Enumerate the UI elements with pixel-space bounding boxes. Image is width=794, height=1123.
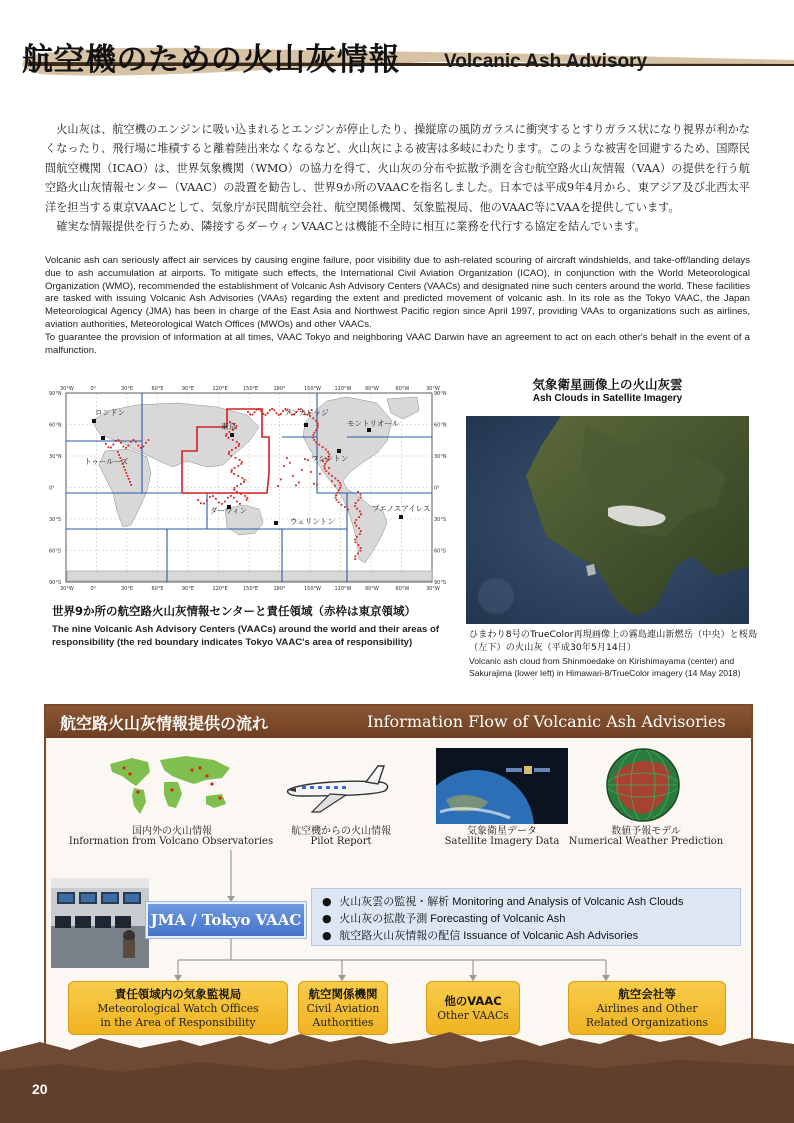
volcano-marker: [318, 444, 320, 446]
japanese-body-text: [45, 120, 750, 236]
volcano-marker: [118, 454, 120, 456]
page-header: [0, 0, 794, 90]
volcano-marker: [339, 487, 341, 489]
volcano-marker: [286, 457, 288, 459]
source-pilot-jp: 航空機からの火山情報: [291, 826, 391, 837]
volcano-marker: [317, 425, 319, 427]
volcano-marker: [280, 479, 282, 481]
source-nwp-jp: 数値予報モデル: [611, 826, 681, 837]
volcano-marker: [312, 437, 314, 439]
volcano-marker: [254, 411, 256, 413]
satellite-icon: [436, 748, 568, 824]
lon-tick-label: 30°W: [426, 386, 440, 392]
volcano-marker: [328, 467, 330, 469]
vaac-tasks-box: [311, 888, 741, 946]
volcano-marker: [228, 453, 230, 455]
volcano-marker: [200, 502, 202, 504]
volcano-marker: [234, 487, 236, 489]
lon-tick-label: 30°W: [60, 386, 74, 392]
volcano-marker: [360, 550, 362, 552]
satellite-caption-jp: ひまわり8号のTrueColor再現画像上の霧島連山新燃岳（中央）と桜島（左下）の火山灰（平成30年5月14日）: [469, 629, 758, 653]
label-darwin: ダーウィン: [210, 506, 248, 515]
airplane-icon: [282, 760, 394, 816]
volcano-marker: [235, 447, 237, 449]
volcano-marker: [335, 494, 337, 496]
volcano-marker: [233, 473, 235, 475]
lon-tick-label: 60°E: [151, 386, 164, 392]
volcano-marker: [292, 475, 294, 477]
en-paragraph-2: To guarantee the provision of information at all times, VAAC Tokyo and neighboring VAAC Darwin have an agreement to act on each other's behalf in the event of a malfunction.: [45, 331, 750, 356]
satellite-title-jp: 気象衛星画像上の火山灰雲: [532, 377, 683, 392]
volcano-marker: [310, 471, 312, 473]
flow-title-en: Information Flow of Volcanic Ash Advisories: [367, 712, 726, 731]
lat-tick-label: 30°S: [49, 517, 62, 523]
volcano-marker: [360, 530, 362, 532]
volcano-marker: [354, 558, 356, 560]
volcano-marker: [280, 413, 282, 415]
map-caption-en: The nine Volcanic Ash Advisory Centers (VAACs) around the world and their areas of responsibility (the red boundary indicates Tokyo VAAC's area of responsibility): [52, 624, 440, 648]
volcano-marker: [273, 409, 275, 411]
lat-tick-label: 0°: [434, 485, 440, 492]
volcano-marker: [145, 442, 147, 444]
volcano-marker: [354, 555, 356, 557]
volcano-marker: [244, 495, 246, 497]
volcano-marker: [359, 511, 361, 513]
volcano-marker: [347, 509, 349, 511]
lon-tick-label: 30°W: [60, 586, 74, 592]
volcano-marker: [143, 446, 145, 448]
en-paragraph-1: Volcanic ash can seriously affect air services by causing engine failure, poor visibility due to ash-related scouring of aircraft windshields, and take-off/landing delays due to ash accumulation at airports. To mitigate such effects, the International Civil Aviation Organization (ICAO), in conjunction with the World Meteorological Organization (WMO), recommended the establishment of Volcanic Ash Advisory Centers (VAACs) and designated nine such centers around the world. These facilities are tasked with issuing Volcanic Ash Advisories (VAAs) regarding the extent and predicted movement of volcanic ash. In its role as the Tokyo VAAC, the Japan Meteorological Agency (JMA) has been in charge of the East Asia and Northwest Pacific region since April 1997, providing VAAs to organizations such as airlines, aviation authorities, Meteorological Watch Offices (MWOs) and other VAACs.: [45, 255, 750, 330]
volcano-marker: [228, 437, 230, 439]
volcano-marker: [295, 484, 297, 486]
page-number: 20: [32, 1081, 48, 1097]
volcano-marker: [344, 506, 346, 508]
volcano-marker: [110, 447, 112, 449]
label-anchorage: アンカレッジ: [284, 408, 329, 417]
volcano-marker: [241, 477, 243, 479]
volcano-marker: [226, 433, 228, 435]
lat-tick-label: 30°N: [49, 454, 62, 460]
volcano-marker: [265, 414, 267, 416]
volcano-marker: [231, 469, 233, 471]
volcano-marker: [123, 446, 125, 448]
satellite-image: [466, 416, 749, 624]
volcano-marker: [125, 447, 127, 449]
volcano-marker: [334, 485, 336, 487]
volcano-marker: [234, 467, 236, 469]
volcano-marker: [115, 440, 117, 442]
volcano-marker: [239, 459, 241, 461]
volcano-marker: [239, 503, 241, 505]
volcano-marker: [246, 499, 248, 501]
volcano-marker: [357, 499, 359, 501]
volcano-marker: [123, 466, 125, 468]
volcano-marker: [230, 455, 232, 457]
lat-tick-label: 60°S: [434, 548, 447, 555]
volcano-marker: [130, 441, 132, 443]
label-london: ロンドン: [95, 408, 125, 417]
lon-tick-label: 60°E: [151, 586, 164, 592]
volcano-marker: [317, 422, 319, 424]
volcano-marker: [215, 498, 217, 500]
volcano-marker: [246, 497, 248, 499]
volcano-marker: [135, 441, 137, 443]
volcano-marker: [269, 409, 271, 411]
volcano-marker: [105, 443, 107, 445]
lon-tick-label: 30°W: [426, 586, 440, 592]
volcano-marker: [357, 553, 359, 555]
volcano-marker: [240, 483, 242, 485]
label-montreal: モントリオール: [347, 419, 400, 428]
lon-tick-label: 90°E: [182, 386, 195, 392]
volcano-marker: [197, 499, 199, 501]
volcano-marker: [251, 414, 253, 416]
volcano-marker: [319, 473, 321, 475]
lon-tick-label: 30°E: [121, 386, 134, 392]
satellite-title-en: Ash Clouds in Satellite Imagery: [532, 393, 683, 404]
volcano-marker: [258, 408, 260, 410]
dest-mwo: 責任領域内の気象監視局 Meteorological Watch Offices in the Area of Responsibility: [68, 981, 288, 1035]
information-flow-panel: [44, 704, 753, 1053]
volcano-marker: [236, 501, 238, 503]
volcano-marker: [238, 445, 240, 447]
map-caption-jp: 世界9か所の航空路火山灰情報センターと責任領域（赤枠は東京領域）: [52, 604, 417, 618]
lon-tick-label: 90°W: [365, 386, 379, 392]
volcano-marker: [328, 473, 330, 475]
volcano-marker: [354, 539, 356, 541]
globe-model-icon: [604, 746, 682, 824]
lon-tick-label: 180°: [273, 386, 286, 392]
volcano-marker: [231, 471, 233, 473]
volcano-marker: [315, 420, 317, 422]
lon-tick-label: 150°W: [304, 386, 321, 392]
volcano-marker: [338, 489, 340, 491]
dest-airlines: 航空会社等 Airlines and Other Related Organizations: [568, 981, 726, 1035]
volcano-marker: [324, 463, 326, 465]
volcano-marker: [267, 412, 269, 414]
volcano-marker: [283, 465, 285, 467]
volcano-marker: [236, 485, 238, 487]
page-subtitle: Volcanic Ash Advisory: [444, 51, 648, 72]
lon-tick-label: 120°W: [334, 386, 352, 392]
lon-tick-label: 0°: [90, 386, 97, 392]
label-tokyo: 東京: [221, 422, 236, 431]
jp-paragraph-2: 確実な情報提供を行うため、隣接するダーウィンVAACとは機能不全時に相互に業務を代行する協定を結んでいます。: [56, 220, 646, 234]
volcano-marker: [209, 496, 211, 498]
volcano-marker: [238, 443, 240, 445]
lat-tick-label: 30°S: [434, 517, 447, 523]
task-forecasting: ● 火山灰の拡散予測 Forecasting of Volcanic Ash: [322, 912, 566, 925]
volcano-marker: [315, 429, 317, 431]
volcano-marker: [360, 513, 362, 515]
control-room-photo: [51, 878, 149, 968]
volcano-marker: [133, 439, 135, 441]
volcano-marker: [325, 470, 327, 472]
volcano-marker: [237, 475, 239, 477]
volcano-marker: [301, 469, 303, 471]
task-monitoring: ● 火山灰雲の監視・解析 Monitoring and Analysis of Volcanic Ash Clouds: [322, 895, 684, 908]
volcano-marker: [360, 547, 362, 549]
label-toulouse: トゥールーズ: [84, 457, 129, 466]
volcano-marker: [339, 482, 341, 484]
volcano-marker: [118, 439, 120, 441]
volcano-marker: [256, 409, 258, 411]
volcano-marker: [355, 502, 357, 504]
lat-tick-label: 60°N: [49, 422, 62, 429]
source-satellite-jp: 気象衛星データ: [467, 826, 537, 837]
volcano-marker: [276, 412, 278, 414]
volcano-marker: [354, 505, 356, 507]
volcano-marker: [244, 479, 246, 481]
volcano-marker: [129, 481, 131, 483]
jma-tokyo-vaac-box: JMA / Tokyo VAAC: [146, 902, 306, 938]
volcano-marker: [232, 439, 234, 441]
lon-tick-label: 90°E: [182, 586, 195, 592]
volcano-marker: [324, 465, 326, 467]
dest-other-vaacs: 他のVAAC Other VAACs: [426, 981, 520, 1035]
flow-title-jp: 航空路火山灰情報提供の流れ: [60, 714, 269, 733]
lat-tick-label: 90°N: [434, 391, 447, 397]
satellite-caption-en: Volcanic ash cloud from Shinmoedake on Kirishimayama (center) and Sakurajima (lower left) in Himawari-8/TrueColor imagery (14 May 2018): [469, 656, 741, 678]
volcano-marker: [237, 465, 239, 467]
volcano-marker: [357, 544, 359, 546]
dest-civil-aviation: 航空関係機関 Civil Aviation Authorities: [298, 981, 388, 1035]
lat-tick-label: 0°: [49, 485, 55, 492]
volcano-marker: [277, 485, 279, 487]
volcano-marker: [356, 508, 358, 510]
volcano-marker: [117, 451, 119, 453]
volcano-marker: [228, 431, 230, 433]
source-volcano-jp: 国内外の火山情報: [132, 826, 212, 837]
volcano-marker: [206, 500, 208, 502]
lat-tick-label: 60°N: [434, 422, 447, 429]
ground-decoration: [0, 1030, 794, 1123]
volcano-marker: [233, 489, 235, 491]
volcano-marker: [354, 522, 356, 524]
volcano-marker: [307, 459, 309, 461]
volcano-marker: [113, 444, 115, 446]
lon-tick-label: 90°W: [365, 586, 379, 592]
volcano-marker: [247, 411, 249, 413]
lat-tick-label: 90°S: [434, 580, 447, 586]
volcano-marker: [128, 445, 130, 447]
volcano-marker: [355, 525, 357, 527]
english-body-text: [45, 255, 750, 357]
lon-tick-label: 150°W: [304, 586, 321, 592]
volcano-marker: [315, 441, 317, 443]
volcano-marker: [138, 445, 140, 447]
volcano-marker: [278, 414, 280, 416]
volcano-marker: [212, 495, 214, 497]
vaac-world-map: [47, 381, 447, 599]
lon-tick-label: 180°: [273, 586, 286, 592]
volcano-marker: [224, 501, 226, 503]
lon-tick-label: 150°E: [243, 586, 259, 592]
volcano-marker: [335, 477, 337, 479]
volcano-marker: [327, 451, 329, 453]
world-map-icon: [102, 750, 242, 820]
lat-tick-label: 90°S: [49, 580, 62, 586]
volcano-marker: [360, 494, 362, 496]
lat-tick-label: 90°N: [49, 391, 62, 397]
lon-tick-label: 30°E: [121, 586, 134, 592]
volcano-marker: [331, 480, 333, 482]
page-title: 航空機のための火山灰情報: [22, 42, 400, 78]
volcano-marker: [316, 427, 318, 429]
volcano-marker: [243, 481, 245, 483]
volcano-marker: [289, 462, 291, 464]
volcano-marker: [231, 449, 233, 451]
volcano-marker: [227, 497, 229, 499]
volcano-marker: [240, 493, 242, 495]
volcano-marker: [340, 485, 342, 487]
volcano-marker: [336, 499, 338, 501]
volcano-marker: [335, 497, 337, 499]
volcano-marker: [313, 439, 315, 441]
volcano-marker: [262, 413, 264, 415]
volcano-marker: [120, 442, 122, 444]
volcano-marker: [240, 463, 242, 465]
label-wellington: ウェリントン: [290, 517, 335, 526]
volcano-marker: [325, 449, 327, 451]
source-satellite-en: Satellite Imagery Data: [444, 836, 560, 847]
lon-tick-label: 150°E: [243, 386, 259, 392]
volcano-marker: [336, 492, 338, 494]
source-pilot-en: Pilot Report: [310, 836, 372, 847]
volcano-marker: [331, 475, 333, 477]
volcano-marker: [355, 541, 357, 543]
lon-tick-label: 0°: [90, 586, 97, 592]
source-nwp-en: Numerical Weather Prediction: [568, 836, 724, 847]
volcano-marker: [324, 468, 326, 470]
lon-tick-label: 120°W: [334, 586, 352, 592]
volcano-marker: [312, 417, 314, 419]
volcano-marker: [314, 432, 316, 434]
lat-tick-label: 60°S: [49, 548, 62, 555]
volcano-marker: [359, 533, 361, 535]
lon-tick-label: 120°E: [212, 386, 228, 392]
volcano-marker: [357, 491, 359, 493]
lat-tick-label: 30°N: [434, 454, 447, 460]
volcano-marker: [322, 446, 324, 448]
lon-tick-label: 60°W: [395, 586, 410, 592]
volcano-marker: [124, 469, 126, 471]
volcano-marker: [313, 483, 315, 485]
volcano-marker: [218, 502, 220, 504]
volcano-marker: [249, 414, 251, 416]
volcano-marker: [337, 480, 339, 482]
volcano-marker: [225, 435, 227, 437]
volcano-marker: [230, 495, 232, 497]
lon-tick-label: 120°E: [212, 586, 228, 592]
volcano-marker: [360, 497, 362, 499]
volcano-marker: [125, 472, 127, 474]
volcano-marker: [128, 478, 130, 480]
label-buenos-aires: ブエノスアイレス: [372, 504, 431, 513]
source-volcano-en: Information from Volcano Observatories: [68, 836, 274, 847]
volcano-marker: [298, 482, 300, 484]
volcano-marker: [316, 484, 318, 486]
volcano-marker: [358, 527, 360, 529]
volcano-marker: [341, 504, 343, 506]
jp-paragraph-1: 火山灰は、航空機のエンジンに吸い込まれるとエンジンが停止したり、操縦席の風防ガラスに衝突するとすりガラス状になり視界が利かなくなったり、飛行場に堆積すると離着陸出来なくなるなど、火山灰による被害は多岐にわたります。このような被害を回避するため、国際民間航空機関（ICAO）は、世界気象機関（WMO）の協力を得て、火山灰の分布や拡散予測を含む航空路火山灰情報（VAA）の提供を行う航空路火山灰情報センター（VAAC）の設置を勧告し、世界9か所のVAACを指名しました。日本では平成9年4月から、東アジア及び北西太平洋を担当する東京VAACとして、気象庁が民間航空会社、航空関係機関、気象監視局、他のVAAC等にVAAを提供しています。: [45, 123, 750, 214]
volcano-marker: [304, 458, 306, 460]
volcano-marker: [312, 434, 314, 436]
volcano-marker: [130, 484, 132, 486]
volcano-marker: [233, 497, 235, 499]
volcano-marker: [355, 519, 357, 521]
volcano-marker: [260, 410, 262, 412]
volcano-marker: [221, 503, 223, 505]
volcano-marker: [241, 461, 243, 463]
volcano-marker: [140, 447, 142, 449]
volcano-marker: [236, 441, 238, 443]
volcano-marker: [236, 491, 238, 493]
volcano-marker: [338, 501, 340, 503]
volcano-marker: [228, 451, 230, 453]
volcano-marker: [358, 516, 360, 518]
volcano-marker: [127, 475, 129, 477]
volcano-marker: [271, 408, 273, 410]
volcano-marker: [108, 446, 110, 448]
volcano-marker: [203, 503, 205, 505]
lon-tick-label: 60°W: [395, 386, 410, 392]
volcano-marker: [148, 439, 150, 441]
volcano-marker: [356, 536, 358, 538]
volcano-marker: [235, 457, 237, 459]
label-washington: ワシントン: [311, 454, 349, 463]
task-issuance: ● 航空路火山灰情報の配信 Issuance of Volcanic Ash Advisories: [322, 929, 639, 942]
